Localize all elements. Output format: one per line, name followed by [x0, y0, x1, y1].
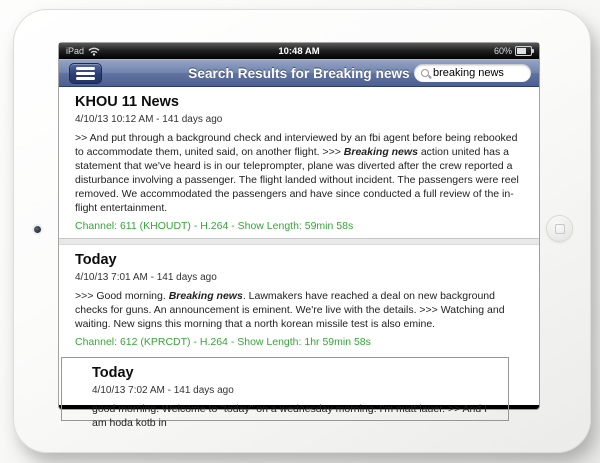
home-button-icon: [555, 224, 565, 234]
result-body: [75, 131, 529, 215]
nav-header: [59, 59, 539, 87]
status-time: 10:48 AM: [278, 45, 320, 57]
hamburger-menu-icon: [76, 77, 95, 80]
page-title: Search Results for Breaking news: [188, 65, 410, 81]
battery-percent: 60%: [493, 46, 512, 56]
result-meta: 4/10/13 7:01 AM - 141 days ago: [75, 272, 217, 283]
hamburger-menu-icon: [76, 67, 95, 70]
search-term-highlight: Breaking news: [343, 146, 418, 158]
result-body-text: >> And put through a background check and interviewed by an fbi agent before being rebooked to accommodate them, united said, on another flight. >>>: [75, 132, 518, 158]
carrier-label: iPad: [66, 46, 85, 56]
result-meta: 4/10/13 10:12 AM - 141 days ago: [75, 114, 223, 125]
hamburger-menu-icon: [76, 72, 95, 75]
result-channel-info: Channel: 612 (KPRCDT) - H.264 - Show Length: 1hr 59min 58s: [75, 336, 371, 348]
result-body: [75, 289, 529, 331]
search-input[interactable]: [433, 67, 524, 79]
result-title: Today: [92, 365, 134, 381]
status-bar-left: [66, 46, 100, 56]
result-body-text: >>> Good morning.: [75, 290, 169, 302]
result-title: KHOU 11 News: [75, 94, 179, 110]
results-list: [59, 87, 539, 429]
menu-button[interactable]: [69, 63, 102, 84]
battery-nub: [532, 49, 534, 53]
ipad-device-frame: [13, 9, 591, 453]
result-card[interactable]: [59, 87, 539, 238]
battery-fill: [517, 48, 526, 54]
front-camera-icon: [34, 226, 41, 233]
result-card[interactable]: [61, 357, 509, 429]
result-meta: 4/10/13 7:02 AM - 141 days ago: [92, 385, 234, 396]
search-icon: [421, 69, 429, 77]
wifi-icon: [88, 47, 100, 56]
search-term-highlight: Breaking news: [168, 290, 243, 302]
result-channel-info: Channel: 611 (KHOUDT) - H.264 - Show Length: 59min 58s: [75, 220, 354, 232]
status-bar-right: [494, 46, 532, 56]
result-body: [92, 402, 496, 430]
result-body-text: . Lawmakers have reached a deal on new background checks for guns. An announcement is eminent. We're live with the details. >>> Watching and waiting. New signs this morning that a north korean missile test is also emine.: [75, 290, 505, 330]
screen: [59, 43, 539, 429]
status-bar: [59, 43, 539, 59]
search-field[interactable]: [414, 64, 531, 82]
battery-icon: [515, 46, 532, 56]
home-button[interactable]: [546, 215, 573, 242]
result-card[interactable]: [59, 245, 539, 354]
result-separator: [59, 238, 539, 245]
result-title: Today: [75, 252, 117, 268]
result-body-text: action united has a statement that we've heard is in our teleprompter, plane was diverted after the crew reported a disturbance involving a passenger. The flight landed without incident. The passengers were reel removed. We accommodated the passengers and have since conducted a full review of the in-flight entertainment.: [75, 146, 519, 214]
result-body-text: good morning. Welcome to "today" on a wednesday morning. I'm matt lauer. >> And I am hoda kotb in: [92, 403, 488, 429]
